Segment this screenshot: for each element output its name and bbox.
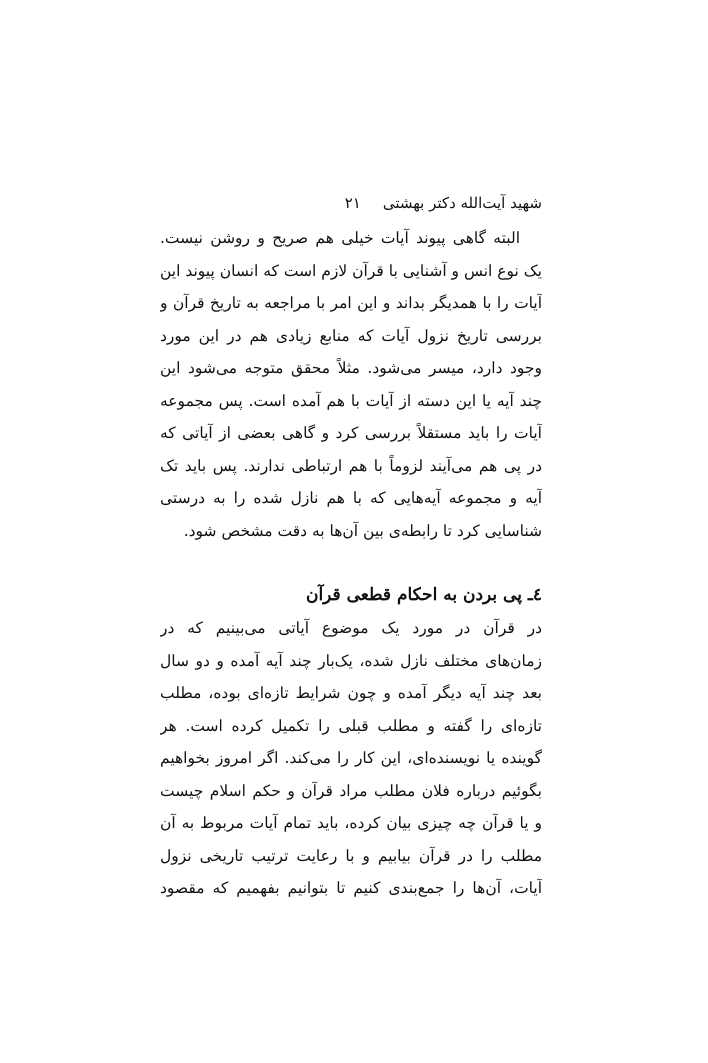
text-line: آیات را باید مستقلاً بررسی کرد و گاهی بعضی از آیاتی که bbox=[160, 424, 542, 442]
text-line: گوینده یا نویسنده‌ای، این کار را می‌کند. اگر امروز بخواهیم bbox=[160, 749, 542, 767]
header-title: شهید آیت‌الله دکتر بهشتی bbox=[382, 194, 542, 212]
text-line: آیات را با همدیگر بداند و این امر با مراجعه به تاریخ قرآن و bbox=[160, 294, 542, 312]
text-line: زمان‌های مختلف نازل شده، یک‌بار چند آیه آمده و دو سال bbox=[160, 651, 542, 670]
paragraph-2 bbox=[160, 612, 542, 905]
paragraph-1 bbox=[160, 222, 542, 547]
page-number: ۲۱ bbox=[344, 194, 361, 212]
text-line: البته گاهی پیوند آیات خیلی هم صریح و روشن نیست. bbox=[160, 229, 520, 247]
text-line: بگوئیم درباره فلان مطلب مراد قرآن و حکم اسلام چیست bbox=[160, 781, 542, 800]
text-line: آیه و مجموعه آیه‌هایی که با هم نازل شده را به درستی bbox=[160, 489, 542, 507]
text-line: مطلب را در قرآن بیابیم و با رعایت ترتیب تاریخی نزول bbox=[160, 846, 542, 865]
text-line: بعد چند آیه دیگر آمده و چون شرایط تازه‌ای بوده، مطلب bbox=[160, 684, 542, 702]
section-heading: ٤ـ پی بردن به احکام قطعی قرآن bbox=[305, 585, 542, 605]
text-line: تازه‌ای را گفته و مطلب قبلی را تکمیل کرده است. هر bbox=[160, 716, 542, 735]
text-line: شناسایی کرد تا رابطه‌ی بین آن‌ها به دقت مشخص شود. bbox=[183, 521, 542, 540]
text-line: بررسی تاریخ نزول آیات که منابع زیادی هم در این مورد bbox=[160, 326, 542, 345]
text-line: چند آیه یا این دسته از آیات با هم آمده است. پس مجموعه bbox=[160, 391, 542, 410]
text-line: و یا قرآن چه چیزی بیان کرده، باید تمام آیات مربوط به آن bbox=[160, 814, 542, 832]
running-header bbox=[160, 190, 542, 216]
text-line: آیات، آن‌ها را جمع‌بندی کنیم تا بتوانیم بفهمیم که مقصود bbox=[160, 879, 542, 897]
text-line: یک نوع انس و آشنایی با قرآن لازم است که انسان پیوند این bbox=[160, 261, 542, 280]
text-line: در پی هم می‌آیند لزوماً با هم ارتباطی ندارند. پس باید تک bbox=[160, 456, 542, 475]
text-line: در قرآن در مورد یک موضوع آیاتی می‌بینیم که در bbox=[160, 619, 542, 637]
text-line: وجود دارد، میسر می‌شود. مثلاً محقق متوجه می‌شود این bbox=[160, 359, 542, 377]
